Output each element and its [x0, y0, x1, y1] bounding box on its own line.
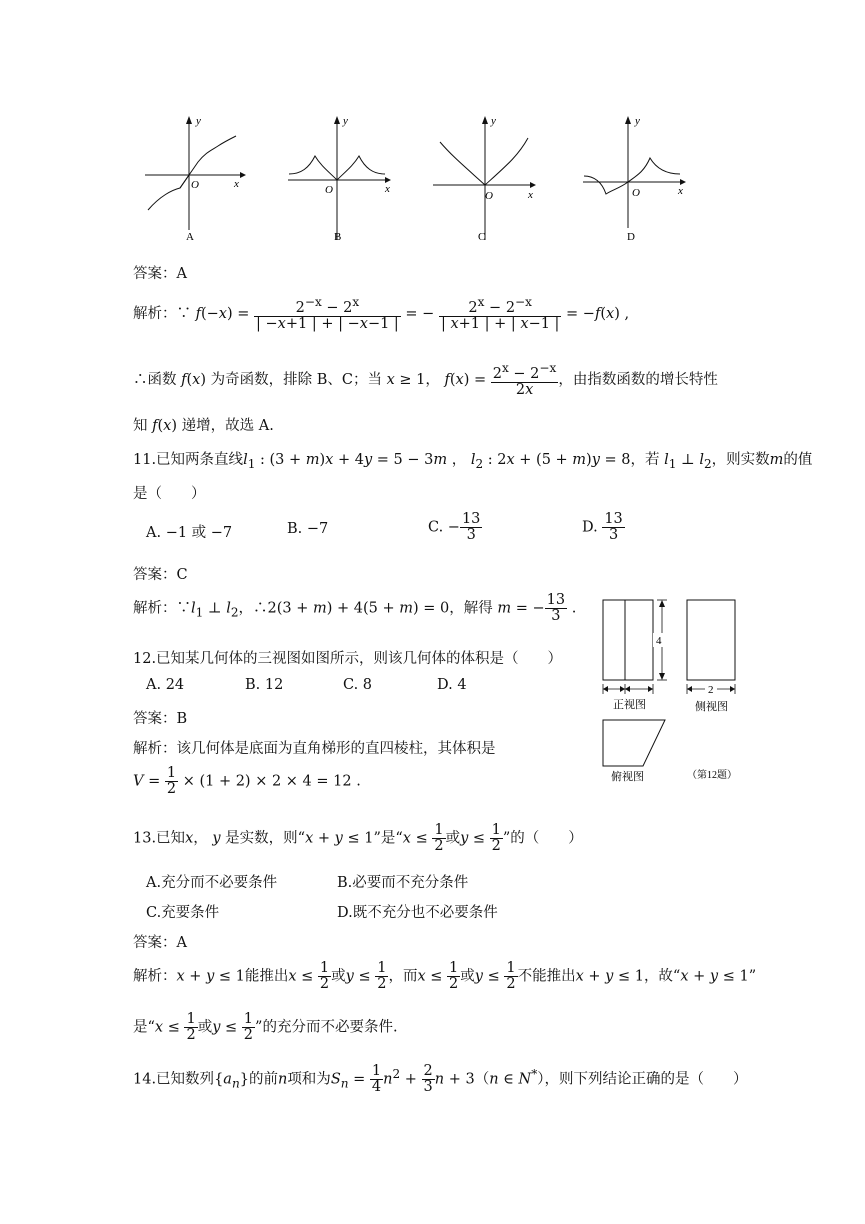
- q11-stem-line2: 是（ ）: [133, 486, 206, 502]
- graph-label-b: B: [334, 231, 342, 243]
- q11-option-c: C. − $\frac{13}{3}$: [428, 511, 481, 544]
- q10-analysis-line2: ∴函数 f(x) 为奇函数，排除 B、C；当 x ≥ 1， f(x) = $\frac{2^x - 2^{-x}}{2x}$ ，由指数函数的增长特性: [133, 361, 718, 399]
- q13-analysis-line2: 是“x ≤ $\frac{1}{2}$ 或y ≤ $\frac{1}{2}$ ”的充分而不必要条件.: [133, 1011, 398, 1044]
- q13-option-a: A.充分而不必要条件: [146, 875, 278, 891]
- q12-stem: 12.已知某几何体的三视图如图所示，则该几何体的体积是（ ）: [133, 651, 563, 667]
- axis-y-label: y: [635, 115, 640, 127]
- q10-answer: 答案：A: [133, 266, 187, 282]
- q10-graph-a: [140, 110, 250, 245]
- q11-answer: 答案：C: [133, 567, 188, 583]
- axis-y-label: y: [196, 115, 201, 127]
- figure-caption: （第12题）: [687, 770, 737, 781]
- q12-option-c: C. 8: [343, 677, 373, 693]
- q10-graph-d: [580, 110, 690, 245]
- graph-label-a: A: [186, 231, 194, 243]
- side-view-shape: [687, 600, 735, 680]
- axis-x-label: x: [385, 183, 390, 195]
- front-height-label: 4: [656, 635, 662, 647]
- side-view-label: 侧视图: [695, 701, 728, 713]
- q14-stem: 14.已知数列$\{a_n\}$的前n项和为$S_n$ = $\frac{1}{4}$ $n^2$ + $\frac{2}{3}$ n + 3（n ∈ N*），则下列结论正确的是（ ）: [133, 1063, 748, 1096]
- top-view-shape: [603, 720, 665, 766]
- q12-option-a: A. 24: [146, 677, 185, 693]
- front-view-label: 正视图: [613, 699, 646, 711]
- q10-analysis-line3: 知 f(x) 递增，故选 A.: [133, 418, 274, 434]
- q12-answer: 答案：B: [133, 711, 188, 727]
- q10-graph-c: [430, 110, 540, 245]
- top-view-label: 俯视图: [611, 771, 644, 783]
- q12-formula: V = $\frac{1}{2}$ × (1 + 2) × 2 × 4 = 12 .: [133, 765, 361, 798]
- graph-label-c: C: [478, 231, 486, 243]
- q13-stem: 13.已知x， y 是实数，则“x + y ≤ 1”是“x ≤ $\frac{1}{2}$ 或y ≤ $\frac{1}{2}$ ”的（ ）: [133, 822, 583, 855]
- q11-option-b: B. −7: [287, 521, 329, 537]
- q12-option-d: D. 4: [437, 677, 467, 693]
- axis-x-label: x: [678, 185, 683, 197]
- q10-graph-b: [285, 110, 395, 245]
- axis-x-label: x: [528, 189, 533, 201]
- q10-analysis-line1: 解析：∵ f(−x) = $\frac{2^{-x} - 2^x}{| -x+1 | + | -x-1 |}$ = − $\frac{2^x - 2^{-x}}{| x+1 | + | x-1 |}$ = −f(x) ,: [133, 295, 630, 333]
- q13-analysis-line1: 解析：x + y ≤ 1能推出x ≤ $\frac{1}{2}$ 或y ≤ $\frac{1}{2}$ ，而x ≤ $\frac{1}{2}$ 或y ≤ $\frac{1}{2}$ 不能推出x + y ≤ 1，故“x + y ≤ 1”: [133, 960, 757, 993]
- q12-option-b: B. 12: [245, 677, 284, 693]
- q13-option-d: D.既不充分也不必要条件: [337, 905, 498, 921]
- origin-label: O: [485, 190, 493, 202]
- axis-x-label: x: [234, 178, 239, 190]
- q13-answer: 答案：A: [133, 935, 187, 951]
- graph-label-d: D: [627, 231, 635, 243]
- origin-label: O: [325, 184, 333, 196]
- q13-option-b: B.必要而不充分条件: [337, 875, 469, 891]
- q13-option-c: C.充要条件: [146, 905, 220, 921]
- q11-stem: 11.已知两条直线$l_1$ : (3 + m)x + 4y = 5 − 3m ， $l_2$ : 2x + (5 + m)y = 8，若 $l_1$ ⊥ $l_2$，则实数m的值: [133, 452, 813, 471]
- side-width-label: 2: [708, 684, 714, 696]
- q11-option-d: D. $\frac{13}{3}$: [582, 511, 623, 544]
- q12-analysis: 解析：该几何体是底面为直角梯形的直四棱柱，其体积是: [133, 741, 496, 757]
- origin-label: O: [191, 179, 199, 191]
- axis-y-label: y: [491, 115, 496, 127]
- front-view-shape: [603, 600, 653, 680]
- q12-three-views: [595, 590, 765, 790]
- origin-label: O: [632, 187, 640, 199]
- axis-y-label: y: [343, 115, 348, 127]
- q11-analysis: 解析：$\because l_1$ ⊥ $l_2$，∴2(3 + m) + 4(5 + m) = 0，解得 m = − $\frac{13}{3}$ .: [133, 592, 577, 625]
- q11-option-a: A. −1 或 −7: [146, 525, 233, 541]
